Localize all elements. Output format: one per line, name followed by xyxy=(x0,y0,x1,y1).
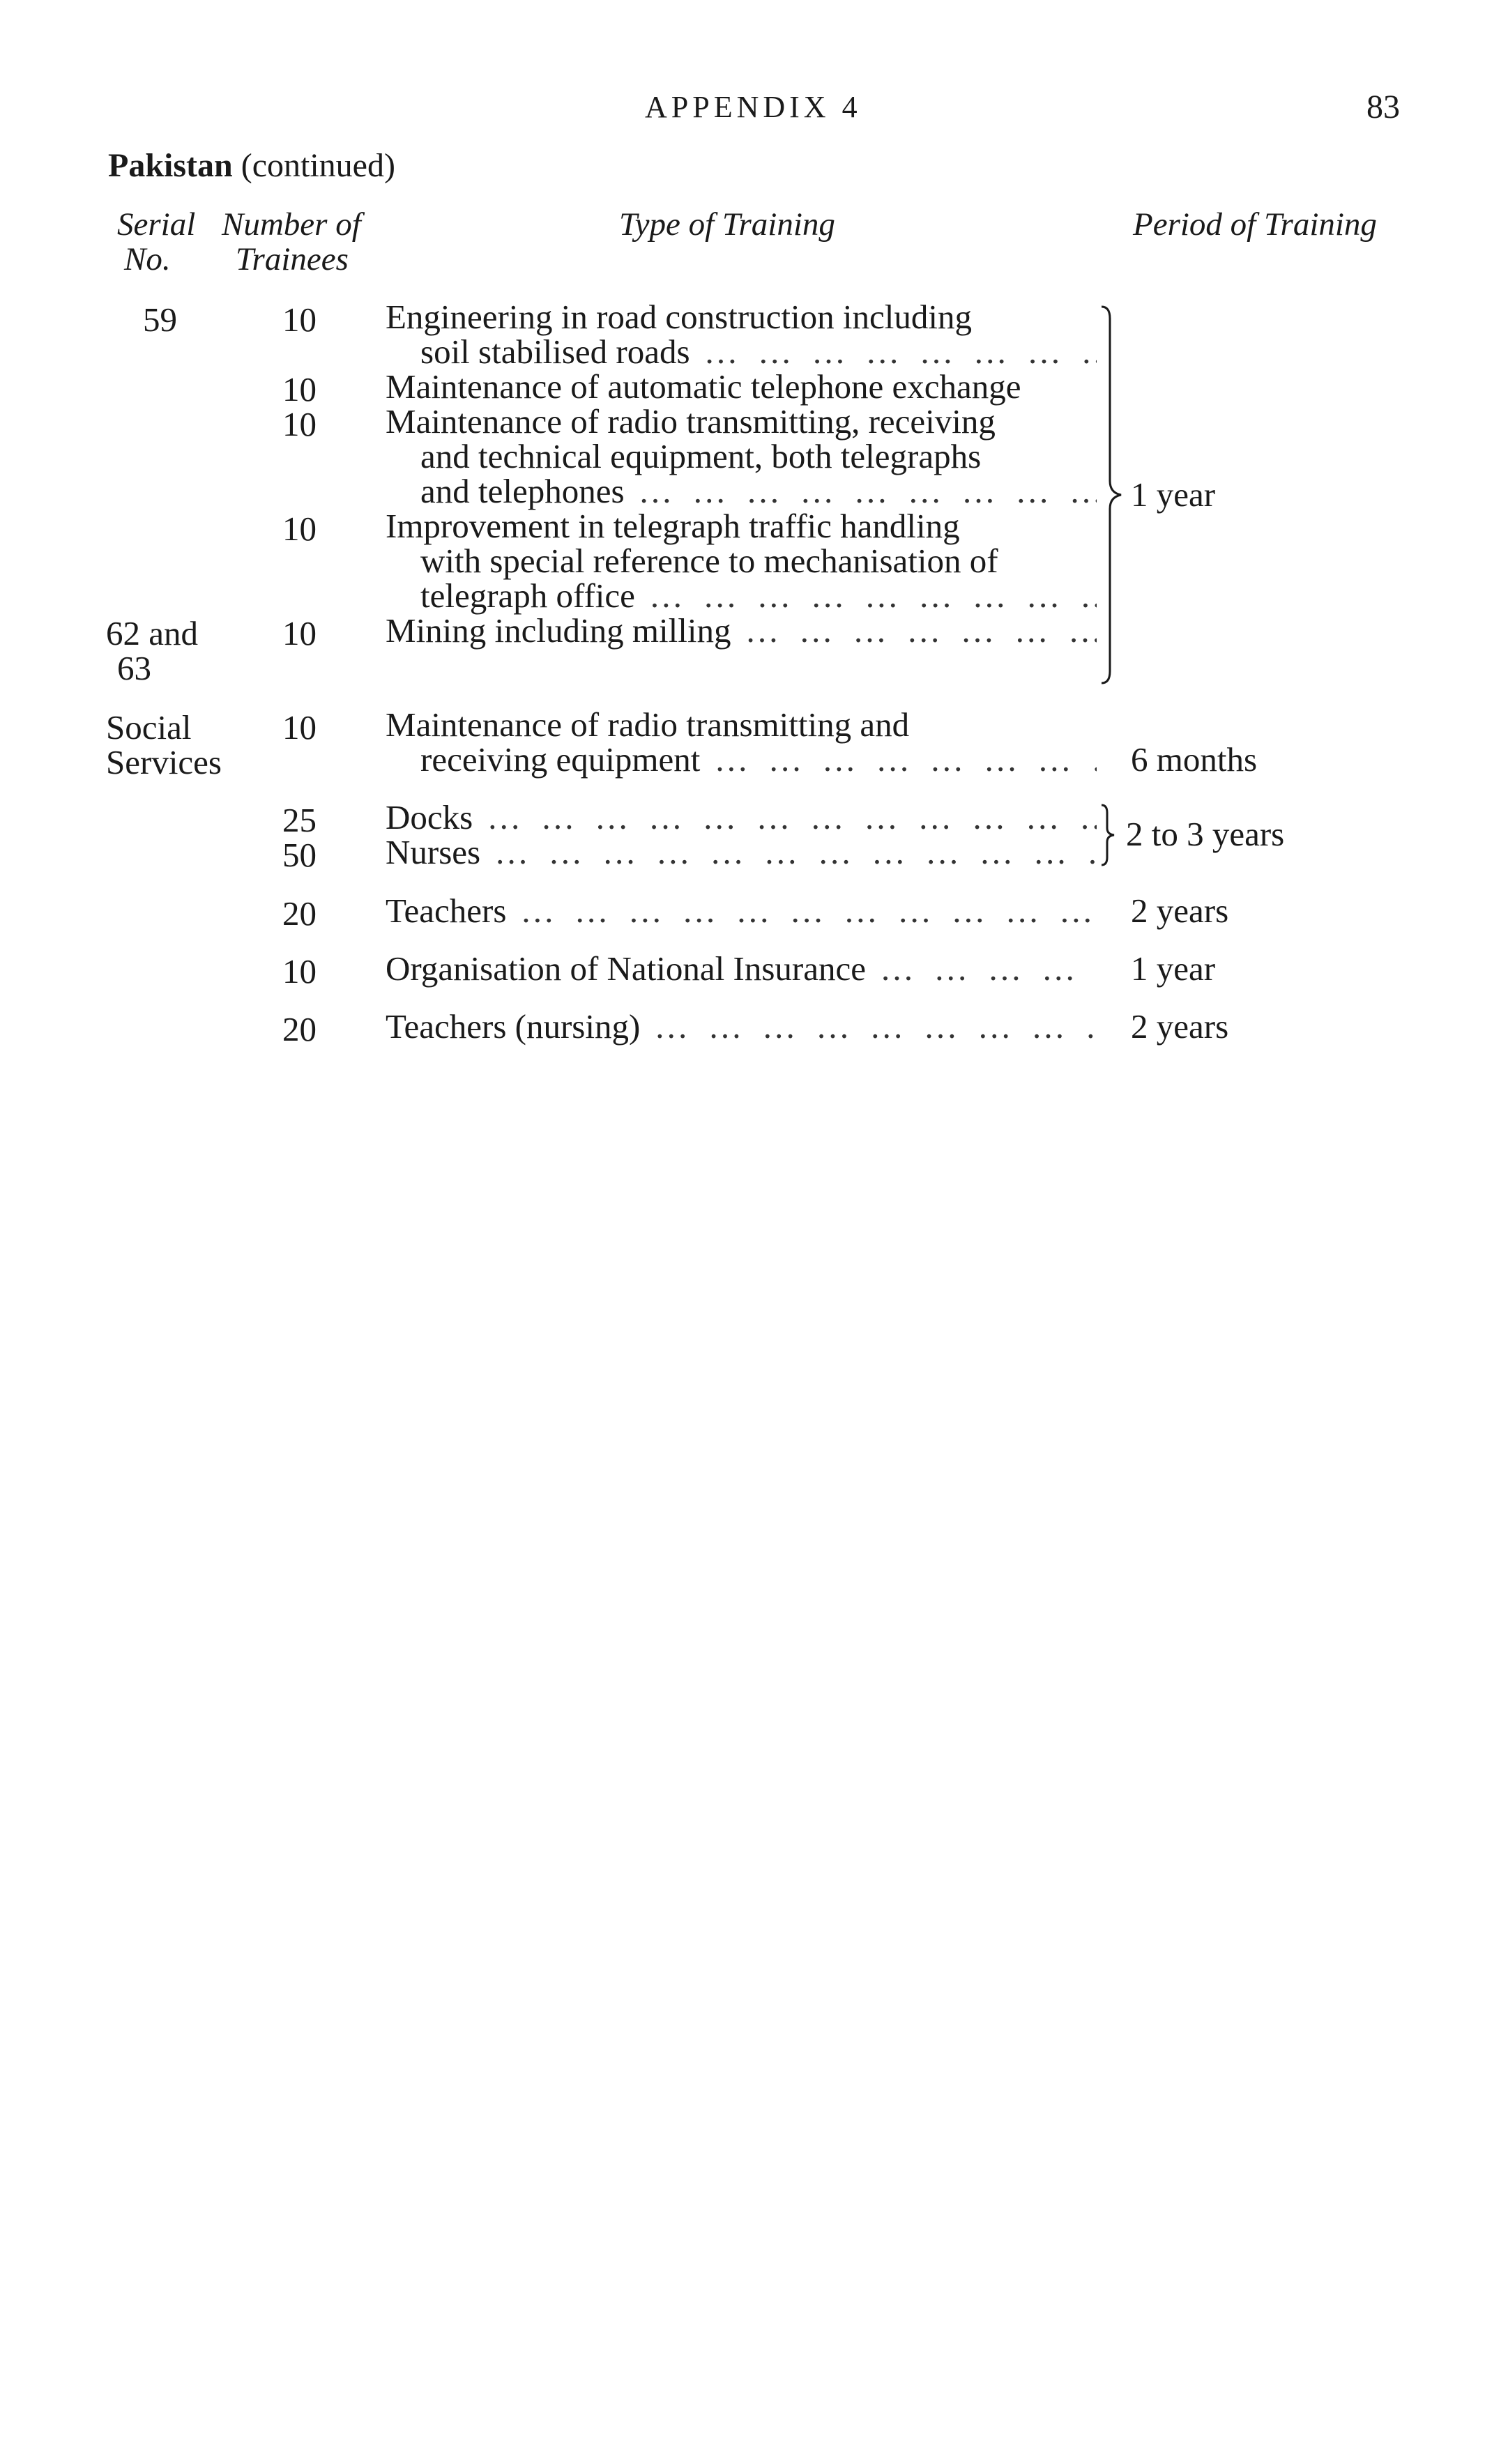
entry-line: Nurses … … … … … … … … … … … … … … … … xyxy=(386,835,1097,870)
leader-dots xyxy=(731,613,1097,648)
serial-59: 59 xyxy=(143,300,177,339)
entry-line: Docks … … … … … … … … … … … … … … … … xyxy=(386,800,1097,835)
page-number: 83 xyxy=(1366,89,1400,125)
period-1-year-group: 1 year xyxy=(1131,475,1216,514)
entry-line: receiving equipment … … … … … … … … … … … … … … … … xyxy=(386,742,1097,777)
training-entry-radio-receiving xyxy=(386,707,1097,777)
trainees-count: 10 xyxy=(282,708,317,747)
trainees-count: 10 xyxy=(282,952,317,990)
entry-line: and technical equipment, both telegraphs xyxy=(420,437,982,475)
trainees-count: 10 xyxy=(282,370,317,408)
entry-line: Organisation of National Insurance … … … … … … … … … … … … … … … … xyxy=(386,951,1097,986)
leader-dots xyxy=(480,835,1097,870)
leader-dots xyxy=(690,335,1097,369)
period-1-year: 1 year xyxy=(1131,949,1216,988)
training-entry-nurses xyxy=(386,835,1097,870)
col-trainees-line2: Trainees xyxy=(236,241,349,277)
entry-line: and telephones … … … … … … … … … … … … … … … … xyxy=(386,474,1097,509)
serial-62-and: 62 and xyxy=(106,614,198,652)
training-entry-teachers xyxy=(386,894,1097,928)
leader-dots xyxy=(866,951,1097,986)
trainees-count: 10 xyxy=(282,300,317,339)
leader-dots xyxy=(640,1009,1097,1044)
continued-note: (continued) xyxy=(241,147,395,184)
period-6-months: 6 months xyxy=(1131,740,1258,779)
entry-line: Maintenance of automatic telephone exchange xyxy=(386,367,1021,406)
trainees-count: 25 xyxy=(282,801,317,839)
serial-social: Social xyxy=(106,708,192,747)
entry-line: Teachers … … … … … … … … … … … … … … … … xyxy=(386,894,1097,928)
entry-line: telegraph office … … … … … … … … … … … … … … … … xyxy=(386,579,1097,613)
entry-line: Maintenance of radio transmitting, receiving xyxy=(386,402,996,441)
leader-dots xyxy=(635,579,1097,613)
trainees-count: 10 xyxy=(282,405,317,443)
training-entry-engineering xyxy=(386,300,1097,369)
col-type-of-training: Type of Training xyxy=(619,206,835,243)
entry-line: soil stabilised roads … … … … … … … … … … … … … … … … xyxy=(386,335,1097,369)
training-entry-telephone-exchange xyxy=(386,369,1097,404)
col-serial-line2: No. xyxy=(124,241,171,277)
training-entry-mining xyxy=(386,613,1097,648)
training-entry-docks xyxy=(386,800,1097,835)
period-2-to-3-years: 2 to 3 years xyxy=(1126,815,1285,853)
col-period-of-training: Period of Training xyxy=(1133,206,1377,243)
section-heading xyxy=(108,146,395,185)
entry-line: Improvement in telegraph traffic handling xyxy=(386,507,960,545)
col-trainees-line1: Number of xyxy=(222,206,361,243)
col-serial-line1: Serial xyxy=(117,206,196,243)
leader-dots xyxy=(473,800,1097,835)
running-title: APPENDIX 4 xyxy=(645,90,862,124)
entry-line: Teachers (nursing) … … … … … … … … … … … … … … … … xyxy=(386,1009,1097,1044)
leader-dots xyxy=(625,474,1097,509)
entry-line: Maintenance of radio transmitting and xyxy=(386,705,910,744)
serial-services: Services xyxy=(106,743,222,781)
training-entry-teachers-nursing xyxy=(386,1009,1097,1044)
trainees-count: 10 xyxy=(282,614,317,652)
group-brace-small xyxy=(1100,803,1128,866)
leader-dots xyxy=(506,894,1097,928)
entry-line: Mining including milling … … … … … … … … … … … … … … … … xyxy=(386,613,1097,648)
entry-line: Engineering in road construction including xyxy=(386,298,972,336)
leader-dots xyxy=(700,742,1097,777)
training-entry-national-insurance xyxy=(386,951,1097,986)
entry-line: with special reference to mechanisation of xyxy=(420,542,998,580)
training-entry-radio-technical xyxy=(386,404,1097,509)
training-entry-telegraph-traffic xyxy=(386,509,1097,613)
period-2-years: 2 years xyxy=(1131,892,1229,930)
trainees-count: 20 xyxy=(282,1010,317,1048)
trainees-count: 50 xyxy=(282,836,317,874)
period-2-years-nursing: 2 years xyxy=(1131,1007,1229,1046)
serial-63: 63 xyxy=(117,649,151,687)
trainees-count: 10 xyxy=(282,510,317,548)
country-name: Pakistan xyxy=(108,147,233,184)
trainees-count: 20 xyxy=(282,894,317,933)
